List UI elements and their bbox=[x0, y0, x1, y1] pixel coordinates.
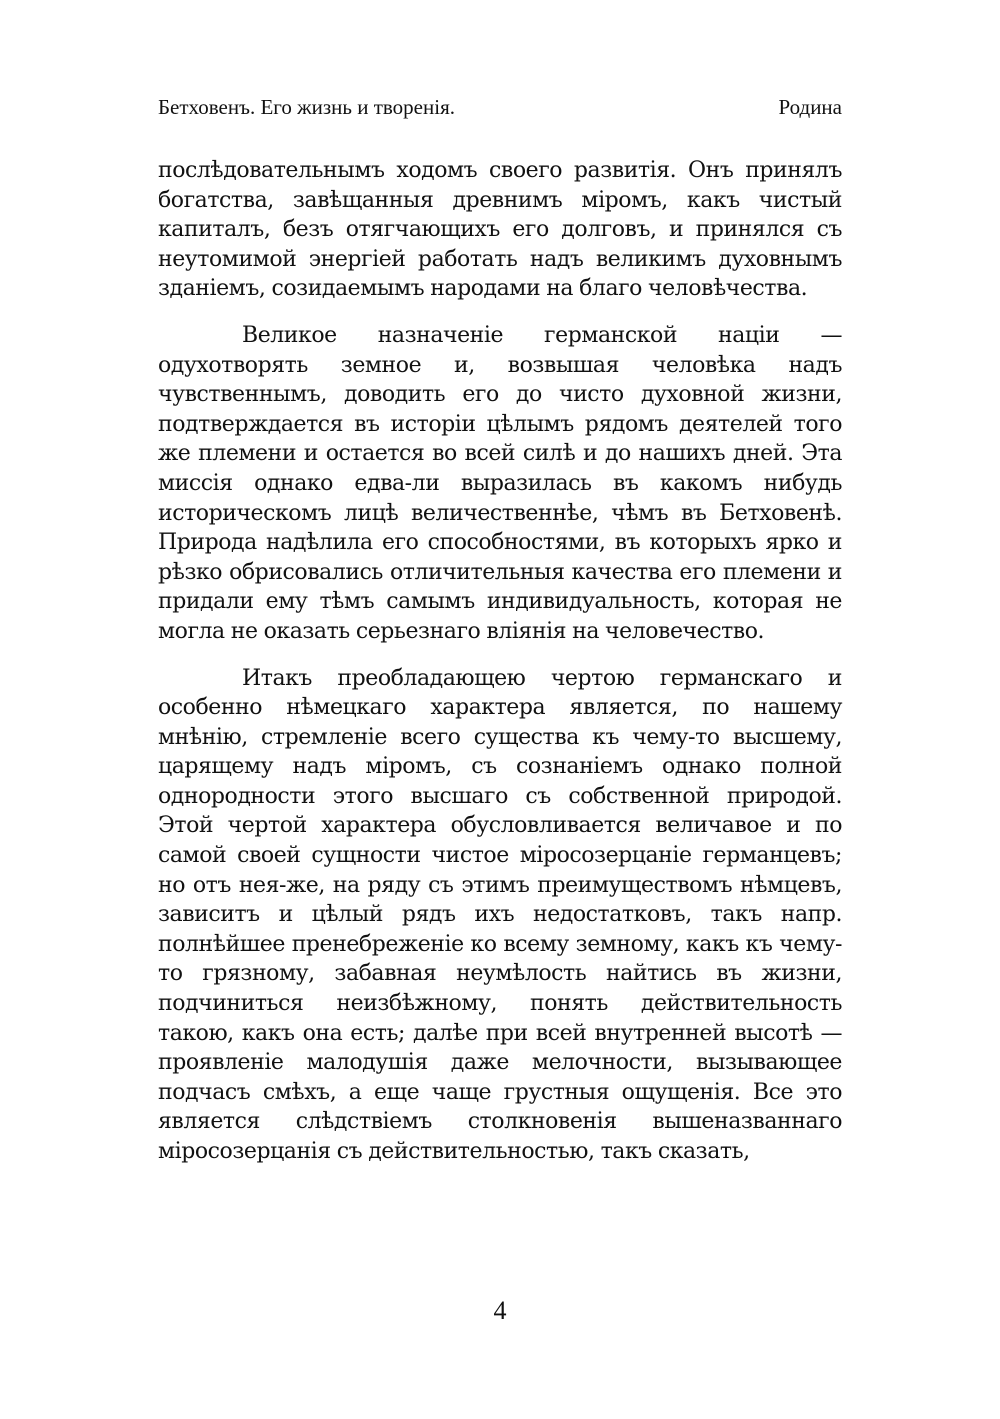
book-title: Бетховенъ. Его жизнь и творенія. bbox=[158, 95, 455, 119]
paragraph-continuation: послѣдовательнымъ ходомъ своего развитія. Онъ принялъ богатства, завѣщанныя древнимъ міромъ, какъ чистый капиталъ, безъ отягчающихъ его долговъ, и принялся съ неутомимой энергіей работать надъ великимъ духовнымъ зданіемъ, созидаемымъ народами на благо человѣчества. bbox=[158, 158, 842, 302]
paragraph: Великое назначеніе германской націи — одухотворять земное и, возвышая человѣка надъ чувственнымъ, доводить его до чисто духовной жизни, подтверждается въ исторіи цѣлымъ рядомъ деятелей того же племени и остается во всей силѣ и до нашихъ дней. Эта миссія однако едва-ли выразилась въ какомъ нибудь историческомъ лицѣ величественнѣе, чѣмъ въ Бетховенѣ. Природа надѣлила его способностями, въ которыхъ ярко и рѣзко обрисовались отличительныя качества его племени и придали ему тѣмъ самымъ индивидуальность, которая не могла не оказать серьезнаго вліянія на человечество. bbox=[158, 322, 842, 644]
body-text bbox=[158, 156, 842, 1184]
author-name: Родина bbox=[778, 95, 842, 119]
paragraph: Итакъ преобладающею чертою германскаго и особенно нѣмецкаго характера является, по нашему мнѣнію, стремленіе всего существа къ чему-то высшему, царящему надъ міромъ, съ сознаніемъ однако полной однородности этого высшаго съ собственной природой. Этой чертой характера обусловливается величавое и по самой своей сущности чистое міросозерцаніе германцевъ; но отъ нея-же, на ряду съ этимъ преимуществомъ нѣмцевъ, зависитъ и цѣлый рядъ ихъ недостатковъ, такъ напр. полнѣйшее пренебреженіе ко всему земному, какъ къ чему-то грязному, забавная неумѣлость найтись въ жизни, подчиниться неизбѣжному, понять действительность такою, какъ она есть; далѣе при всей внутренней высотѣ — проявленіе малодушія даже мелочности, вызывающее подчасъ смѣхъ, а еще чаще грустныя ощущенія. Все это является слѣдствіемъ столкновенія вышеназваннаго міросозерцанія съ действительностью, такъ сказать, bbox=[158, 665, 842, 1164]
page-number: 4 bbox=[493, 1296, 507, 1325]
running-header bbox=[158, 94, 842, 120]
